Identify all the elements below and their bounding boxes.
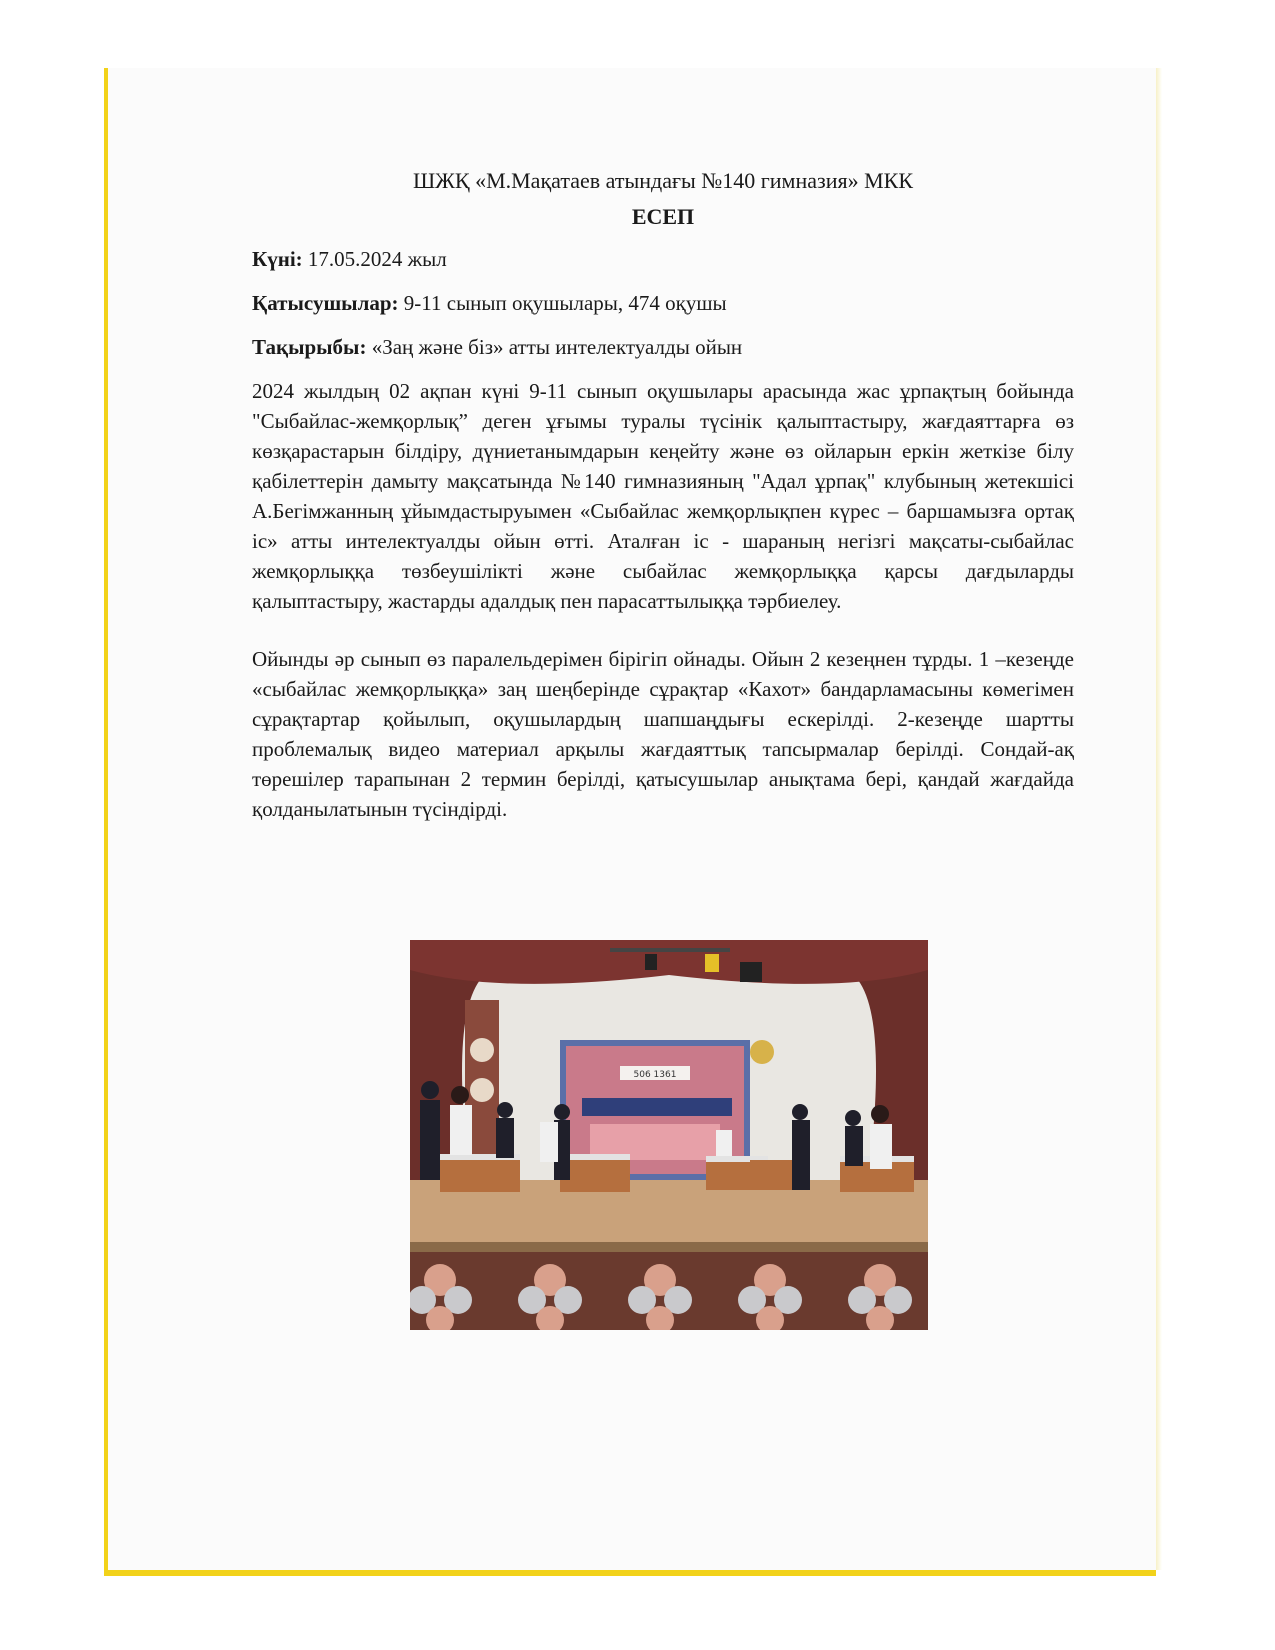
date-field (252, 244, 1074, 274)
document-sheet (104, 68, 1156, 1576)
event-photo (410, 940, 928, 1330)
screen-pin-text: 506 1361 (633, 1070, 677, 1080)
participants-label: Қатысушылар: (252, 291, 399, 315)
topic-value: «Заң және біз» атты интелектуалды ойын (371, 335, 743, 359)
document-title: ЕСЕП (631, 204, 695, 229)
document-content (252, 166, 1074, 824)
topic-field (252, 332, 1074, 362)
participants-field (252, 288, 1074, 318)
body-paragraph-2: Ойынды әр сынып өз паралельдерімен бірігіп ойнады. Ойын 2 кезеңнен тұрды. 1 –кезеңде «сыбайлас жемқорлыққа» заң шеңберінде сұрақтар «Кахот» бандарламасыны көмегімен сұрақтартар қойылып, оқушылардың шапшаңдығы ескерілді. 2-кезеңде шартты проблемалық видео материал арқылы жағдаяттық тапсырмалар берілді. Сондай-ақ төрешілер тарапынан 2 термин берілді, қатысушылар анықтама бері, қандай жағдайда қолданылатынын түсіндірді. (252, 647, 1074, 821)
date-value: 17.05.2024 жыл (307, 247, 447, 271)
topic-label: Тақырыбы: (252, 335, 367, 359)
organization-header: ШЖҚ «М.Мақатаев атындағы №140 гимназия» МКК (412, 168, 914, 193)
date-label: Күні: (252, 247, 303, 271)
participants-value: 9-11 сынып оқушылары, 474 оқушы (403, 291, 727, 315)
body-paragraph-1: 2024 жылдың 02 ақпан күні 9-11 сынып оқушылары арасында жас ұрпақтың бойында "Сыбайлас-жемқорлық” деген ұғымы туралы түсінік қалыптастыру, жағдаяттарға өз көзқарастарын білдіру, дүниетанымдарын кеңейту және өз ойларын еркін жеткізе білу қабілеттерін дамыту мақсатында №140 гимназияның "Адал ұрпақ" клубының жетекшісі А.Бегімжанның ұйымдастыруымен «Сыбайлас жемқорлықпен күрес – баршамызға ортақ іс» атты интелектуалды ойын өтті. Аталған іс - шараның негізгі мақсаты-сыбайлас жемқорлыққа төзбеушілікті және сыбайлас жемқорлыққа қарсы дағдыларды қалыптастыру, жастарды адалдық пен парасаттылыққа тәрбиелеу. (252, 379, 1074, 613)
